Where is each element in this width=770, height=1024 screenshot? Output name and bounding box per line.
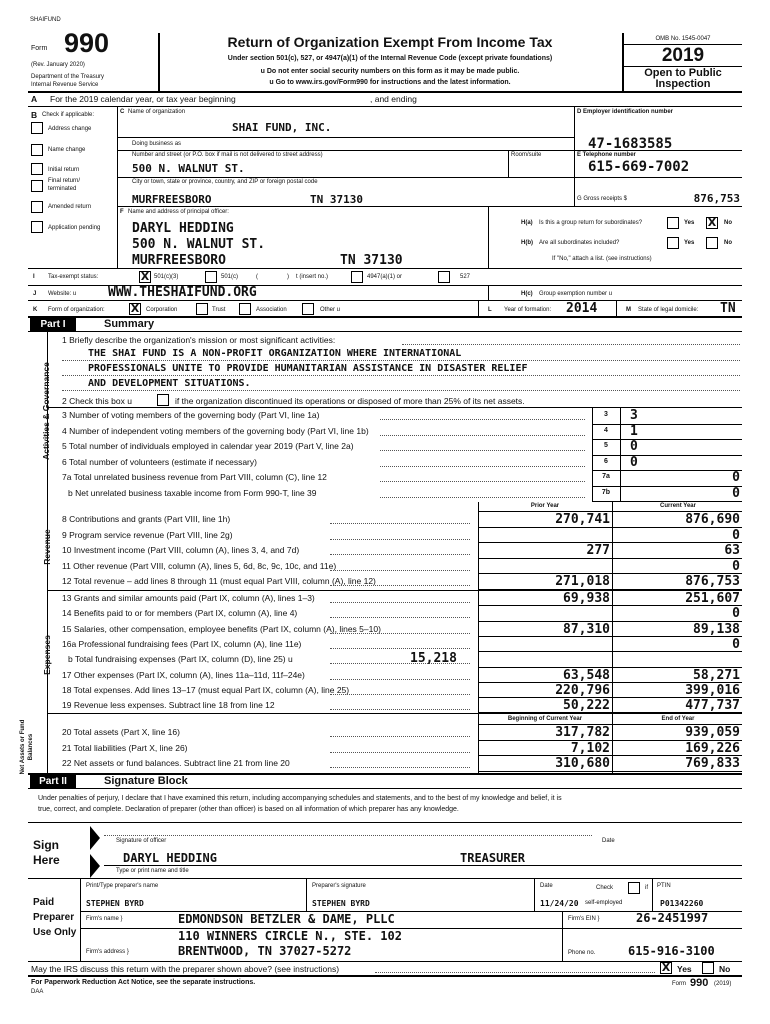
application-pending-label: Application pending xyxy=(48,225,101,231)
gov-line-leader xyxy=(380,497,585,498)
hc-text: Group exemption number u xyxy=(539,291,613,297)
mission-line-3[interactable]: AND DEVELOPMENT SITUATIONS. xyxy=(88,378,251,389)
exp-line-text: b Total fundraising expenses (Part IX, column (D), line 25) u xyxy=(68,654,293,665)
line-i-label: I xyxy=(33,274,35,280)
gov-line-rule xyxy=(592,424,742,425)
dba-label: Doing business as xyxy=(132,141,182,147)
form-word: Form xyxy=(31,45,48,52)
hb-label: H(b) xyxy=(521,240,533,246)
discontinued-checkbox[interactable] xyxy=(157,394,169,406)
firm-ein[interactable]: 26-2451997 xyxy=(636,911,709,925)
501c3-checkbox[interactable]: X xyxy=(140,270,150,283)
exp-current-value[interactable]: 58,271 xyxy=(693,667,740,683)
net-prior-value[interactable]: 317,782 xyxy=(555,725,610,740)
ptin-label: PTIN xyxy=(657,883,671,889)
exp-prior-value[interactable]: 63,548 xyxy=(563,667,610,683)
goto-note: u Go to www.irs.gov/Form990 for instructions and the latest information. xyxy=(269,79,511,86)
ha-no-checkbox[interactable]: X xyxy=(707,216,717,229)
form-number: 990 xyxy=(64,28,110,58)
gov-line-text: 3 Number of voting members of the governing body (Part VI, line 1a) xyxy=(62,410,320,420)
line-b-label: B xyxy=(31,110,38,120)
use-only-label: Use Only xyxy=(33,927,77,938)
exp-prior-value[interactable]: 50,222 xyxy=(563,698,610,714)
firm-ein-label: Firm's EIN } xyxy=(568,916,600,922)
type-name-label: Type or print name and title xyxy=(116,868,189,874)
address-change-label: Address change xyxy=(48,126,92,132)
sign-arrows xyxy=(90,826,100,878)
ha-yes-checkbox[interactable] xyxy=(667,217,679,229)
exp-line-text: 14 Benefits paid to or for members (Part IX, column (A), line 4) xyxy=(62,608,298,619)
exp-prior-value[interactable]: 87,310 xyxy=(563,621,610,637)
line-f-label: F xyxy=(120,209,124,215)
501c-checkbox[interactable] xyxy=(205,271,217,283)
other-org-label: Other u xyxy=(320,307,341,313)
mission-line-1[interactable]: THE SHAI FUND IS A NON-PROFIT ORGANIZATION WHERE INTERNATIONAL xyxy=(88,348,462,359)
gov-line-value[interactable]: 0 xyxy=(732,470,740,485)
open-public: Open to Public xyxy=(644,67,722,79)
sign-date-label: Date xyxy=(602,838,615,844)
org-state-zip[interactable]: TN 37130 xyxy=(310,193,363,206)
initial-return-checkbox[interactable] xyxy=(31,163,43,175)
irs-label: Internal Revenue Service xyxy=(31,82,99,88)
gov-line-number: 6 xyxy=(604,457,608,465)
initial-return-label: Initial return xyxy=(48,167,80,173)
rev-line-text: 12 Total revenue – add lines 8 through 11 (must equal Part VIII, column (A), line 12) xyxy=(62,576,376,587)
side-revenue: Revenue xyxy=(42,529,52,565)
corporation-checkbox[interactable]: X xyxy=(130,302,140,315)
paperwork-notice: For Paperwork Reduction Act Notice, see the separate instructions. xyxy=(31,979,256,986)
part2-title: Signature Block xyxy=(104,775,188,787)
phone-label: E Telephone number xyxy=(577,152,636,158)
side-expenses: Expenses xyxy=(42,635,52,675)
amended-return-label: Amended return xyxy=(48,204,92,210)
gov-line-text: 4 Number of independent voting members of the governing body (Part VI, line 1b) xyxy=(62,425,369,436)
rev-current-value[interactable]: 63 xyxy=(724,543,740,559)
association-checkbox[interactable] xyxy=(239,303,251,315)
gov-line-text: 5 Total number of individuals employed in calendar year 2019 (Part V, line 2a) xyxy=(62,441,354,451)
gov-line-value[interactable]: 0 xyxy=(732,485,740,501)
gov-line-number: 3 xyxy=(604,411,608,418)
exp-line-leader xyxy=(330,617,470,618)
line-b-check: Check if applicable: xyxy=(42,112,95,118)
exp-line-text: 17 Other expenses (Part IX, column (A), lines 11a–11d, 11f–24e) xyxy=(62,669,305,680)
footer-form-word: Form xyxy=(672,981,686,987)
net-current-value[interactable]: 769,833 xyxy=(685,756,740,772)
line-a-label: A xyxy=(31,94,38,104)
net-prior-value[interactable]: 310,680 xyxy=(555,756,610,772)
preparer-date[interactable]: 11/24/20 xyxy=(540,899,579,908)
form-title: Return of Organization Exempt From Income Tax xyxy=(227,34,553,50)
exp-line-text: 19 Revenue less expenses. Subtract line 18 from line 12 xyxy=(62,700,275,711)
rev-line-leader xyxy=(330,570,470,571)
hb-no-checkbox[interactable] xyxy=(706,237,718,249)
fundraising-total-value[interactable]: 15,218 xyxy=(410,651,457,666)
self-employed-checkbox[interactable] xyxy=(628,882,640,894)
hb-no-label: No xyxy=(724,240,732,246)
501c-close-paren: ) xyxy=(287,274,289,280)
officer-state-zip[interactable]: TN 37130 xyxy=(340,253,403,268)
phone-value[interactable]: 615-669-7002 xyxy=(588,159,690,175)
527-label: 527 xyxy=(460,274,471,280)
hb-yes-label: Yes xyxy=(684,240,695,246)
net-line-rule xyxy=(478,771,742,772)
name-change-label: Name change xyxy=(48,147,86,153)
revision-date: (Rev. January 2020) xyxy=(31,62,85,68)
street-label: Number and street (or P.O. box if mail is not delivered to street address) xyxy=(132,152,323,158)
print-preparer-label: Print/Type preparer's name xyxy=(86,883,159,889)
line2-text-b: if the organization discontinued its operations or disposed of more than 25% of its net assets. xyxy=(175,396,525,406)
527-checkbox[interactable] xyxy=(438,271,450,283)
ha-label: H(a) xyxy=(521,220,533,226)
year-formation-value[interactable]: 2014 xyxy=(566,301,598,316)
exp-line-text: 16a Professional fundraising fees (Part IX, column (A), line 11e) xyxy=(62,638,302,649)
rev-line-leader xyxy=(330,523,470,524)
gov-line-text: b Net unrelated business taxable income from Form 990-T, line 39 xyxy=(68,487,317,498)
exp-line-text: 18 Total expenses. Add lines 13–17 (must equal Part IX, column (A), line 25) xyxy=(62,684,350,695)
exp-line-text: 15 Salaries, other compensation, employee benefits (Part IX, column (A), lines 5–10) xyxy=(62,623,381,634)
penalty-line-2: true, correct, and complete. Declaration of preparer (other than officer) is based on all information of which preparer has any knowledge. xyxy=(38,806,459,813)
501c3-label: 501(c)(3) xyxy=(154,274,179,280)
gov-line-value[interactable]: 0 xyxy=(630,439,638,454)
line-c-label: C xyxy=(120,109,125,115)
rev-line-leader xyxy=(330,554,470,555)
501c-label: 501(c) xyxy=(221,274,239,280)
tax-exempt-label: Tax-exempt status: xyxy=(48,274,99,280)
rev-line-leader xyxy=(330,585,470,586)
ha-text: Is this a group return for subordinates? xyxy=(539,220,643,226)
footer-form-number: 990 xyxy=(690,977,709,989)
hb-yes-checkbox[interactable] xyxy=(667,237,679,249)
firm-address-1[interactable]: 110 WINNERS CIRCLE N., STE. 102 xyxy=(178,929,402,943)
net-line-text: 21 Total liabilities (Part X, line 26) xyxy=(62,742,188,753)
org-street[interactable]: 500 N. WALNUT ST. xyxy=(132,162,245,175)
gov-line-leader xyxy=(380,466,585,467)
gov-line-value[interactable]: 1 xyxy=(630,423,638,439)
gov-line-value[interactable]: 0 xyxy=(630,454,638,470)
prep-date-label: Date xyxy=(540,883,553,889)
exp-line-rule xyxy=(478,651,742,652)
gov-line-number: 4 xyxy=(604,426,608,434)
hc-label: H(c) xyxy=(521,291,533,297)
other-org-checkbox[interactable] xyxy=(302,303,314,315)
end-year-header: End of Year xyxy=(661,716,695,722)
net-line-text: 20 Total assets (Part X, line 16) xyxy=(62,727,180,737)
rev-current-value[interactable]: 876,753 xyxy=(685,574,740,590)
rev-line-leader xyxy=(330,539,470,540)
trust-label: Trust xyxy=(212,307,226,313)
form-of-org-label: Form of organization: xyxy=(48,307,105,313)
rev-current-value[interactable]: 876,690 xyxy=(685,512,740,527)
rev-prior-value[interactable]: 277 xyxy=(586,543,610,559)
gross-receipts-value[interactable]: 876,753 xyxy=(693,192,740,205)
preparer-signature[interactable]: STEPHEN BYRD xyxy=(312,899,370,908)
discuss-yes-checkbox[interactable]: X xyxy=(661,961,671,974)
exp-line-leader xyxy=(330,709,470,710)
501c-open-paren: ( xyxy=(256,274,258,280)
gov-line-leader xyxy=(380,419,585,420)
net-line-leader xyxy=(330,767,470,768)
hb-text: Are all subordinates included? xyxy=(539,240,620,246)
rev-line-text: 8 Contributions and grants (Part VIII, line 1h) xyxy=(62,514,231,524)
principal-officer-label: Name and address of principal officer: xyxy=(128,209,229,215)
discuss-no-checkbox[interactable] xyxy=(702,962,714,974)
form-subtitle: Under section 501(c), 527, or 4947(a)(1) of the Internal Revenue Code (except private foundations) xyxy=(227,55,553,62)
firm-phone[interactable]: 615-916-3100 xyxy=(628,944,715,958)
part1-title: Summary xyxy=(104,318,155,330)
firm-address-label: Firm's address } xyxy=(86,949,129,955)
exp-current-value[interactable]: 251,607 xyxy=(685,591,740,606)
gov-line-rule xyxy=(592,501,742,502)
line-m-label: M xyxy=(626,307,631,313)
exp-current-value[interactable]: 0 xyxy=(732,606,740,622)
sign-officer-title[interactable]: TREASURER xyxy=(460,851,526,865)
exp-line-leader xyxy=(330,648,470,649)
current-year-header: Current Year xyxy=(660,503,696,509)
preparer-label: Preparer xyxy=(33,912,75,923)
net-current-value[interactable]: 939,059 xyxy=(685,725,740,740)
here-label: Here xyxy=(33,853,60,867)
corporation-label: Corporation xyxy=(146,307,178,313)
net-line-text: 22 Net assets or fund balances. Subtract line 21 from line 20 xyxy=(62,758,290,769)
exp-line-leader xyxy=(330,602,470,603)
ssn-note: u Do not enter social security numbers on this form as it may be made public. xyxy=(260,68,520,75)
final-return-label: Final return/ xyxy=(48,178,81,184)
footer-year: (2019) xyxy=(714,981,732,987)
gov-line-value[interactable]: 3 xyxy=(630,408,638,423)
trust-checkbox[interactable] xyxy=(196,303,208,315)
exp-prior-value[interactable]: 69,938 xyxy=(563,591,610,606)
ha-yes-label: Yes xyxy=(684,220,695,226)
line-j-label: J xyxy=(33,291,37,297)
preparer-name[interactable]: STEPHEN BYRD xyxy=(86,899,144,908)
h-note: If "No," attach a list. (see instructions) xyxy=(552,256,652,262)
line-k-label: K xyxy=(33,307,38,313)
state-domicile-value[interactable]: TN xyxy=(720,301,736,316)
state-domicile-label: State of legal domicile: xyxy=(638,307,699,313)
prior-year-header: Prior Year xyxy=(530,503,560,509)
exp-line-leader xyxy=(330,633,470,634)
website-value[interactable]: WWW.THESHAIFUND.ORG xyxy=(108,285,257,300)
gov-line-leader xyxy=(380,450,585,451)
exp-prior-value[interactable]: 220,796 xyxy=(555,682,610,698)
ptin-value[interactable]: P01342260 xyxy=(660,899,704,908)
exp-current-value[interactable]: 399,016 xyxy=(685,682,740,698)
4947-label: 4947(a)(1) or xyxy=(367,274,403,280)
omb-number: OMB No. 1545-0047 xyxy=(655,36,711,42)
sign-officer-name[interactable]: DARYL HEDDING xyxy=(123,851,217,865)
ein-label: D Employer identification number xyxy=(577,109,674,115)
gov-line-leader xyxy=(380,435,585,436)
exp-current-value[interactable]: 477,737 xyxy=(685,698,740,714)
gov-line-rule xyxy=(592,439,742,440)
exp-line-text: 13 Grants and similar amounts paid (Part IX, column (A), lines 1–3) xyxy=(62,593,315,603)
inspection: Inspection xyxy=(655,78,711,90)
firm-address-2[interactable]: BRENTWOOD, TN 37027-5272 xyxy=(178,944,352,958)
firm-name[interactable]: EDMONDSON BETZLER & DAME, PLLC xyxy=(178,912,395,926)
association-label: Association xyxy=(256,307,287,313)
side-net-assets: Net Assets or Fund Balances xyxy=(20,719,34,775)
gov-line-number: 7a xyxy=(602,473,610,480)
ein-value[interactable]: 47-1683585 xyxy=(588,136,673,152)
org-name[interactable]: SHAI FUND, INC. xyxy=(232,121,332,134)
rev-current-value[interactable]: 0 xyxy=(732,558,740,574)
application-pending-checkbox[interactable] xyxy=(31,221,43,233)
4947-checkbox[interactable] xyxy=(351,271,363,283)
exp-line-leader xyxy=(330,694,470,695)
gov-line-rule xyxy=(592,455,742,456)
rev-line-text: 9 Program service revenue (Part VIII, line 2g) xyxy=(62,529,233,540)
discuss-no-label: No xyxy=(719,964,731,974)
website-label: Website: u xyxy=(48,291,77,297)
penalty-line-1: Under penalties of perjury, I declare that I have examined this return, including accompanying schedules and statements, and to the best of my knowledge and belief, it is xyxy=(38,795,562,802)
net-line-leader xyxy=(330,752,470,753)
discuss-question: May the IRS discuss this return with the preparer shown above? (see instructions) xyxy=(31,964,340,974)
officer-name[interactable]: DARYL HEDDING xyxy=(132,221,234,236)
daa-label: DAA xyxy=(31,989,44,995)
org-city[interactable]: MURFREESBORO xyxy=(132,193,212,206)
final-return-checkbox[interactable] xyxy=(31,180,43,192)
gov-line-number: 5 xyxy=(604,442,608,449)
phone-no-label: Phone no. xyxy=(568,950,596,956)
terminated-label: terminated xyxy=(48,186,77,192)
part1-label: Part I xyxy=(30,318,76,331)
amended-return-checkbox[interactable] xyxy=(31,201,43,213)
rev-prior-value[interactable]: 271,018 xyxy=(555,574,610,590)
exp-current-value[interactable]: 89,138 xyxy=(693,621,740,637)
gross-receipts-label: G Gross receipts $ xyxy=(577,196,628,202)
officer-city[interactable]: MURFREESBORO xyxy=(132,253,226,268)
line2-text-a: 2 Check this box u xyxy=(62,396,132,406)
part2-label: Part II xyxy=(30,775,76,788)
mission-line-2[interactable]: PROFESSIONALS UNITE TO PROVIDE HUMANITARIAN ASSISTANCE IN DISASTER RELIEF xyxy=(88,363,528,374)
officer-street[interactable]: 500 N. WALNUT ST. xyxy=(132,237,266,252)
line-l-label: L xyxy=(488,307,492,313)
exp-current-value[interactable]: 0 xyxy=(732,636,740,652)
preparer-sig-label: Preparer's signature xyxy=(312,883,366,889)
firm-name-label: Firm's name } xyxy=(86,916,123,922)
address-change-checkbox[interactable] xyxy=(31,122,43,134)
line-a-text: For the 2019 calendar year, or tax year beginning xyxy=(50,94,236,104)
shaifund-tag: SHAIFUND xyxy=(30,17,61,23)
rev-prior-value[interactable]: 270,741 xyxy=(555,512,610,527)
room-label: Room/suite xyxy=(511,152,542,158)
rev-line-text: 10 Investment income (Part VIII, column (A), lines 3, 4, and 7d) xyxy=(62,545,300,556)
signature-officer-label: Signature of officer xyxy=(116,838,167,844)
sign-label: Sign xyxy=(33,838,59,852)
exp-line-leader xyxy=(330,679,470,680)
paid-label: Paid xyxy=(33,897,55,908)
gov-line-text: 6 Total number of volunteers (estimate if necessary) xyxy=(62,456,257,467)
rev-line-text: 11 Other revenue (Part VIII, column (A), lines 5, 6d, 8c, 9c, 10c, and 11e) xyxy=(62,560,337,571)
tax-year: 2019 xyxy=(661,45,705,66)
gov-line-leader xyxy=(380,481,585,482)
city-label: City or town, state or province, country, and ZIP or foreign postal code xyxy=(132,179,318,185)
if-label: if xyxy=(645,885,648,891)
gov-line-number: 7b xyxy=(601,488,611,496)
ha-no-label: No xyxy=(724,220,732,226)
gov-line-text: 7a Total unrelated business revenue from Part VIII, column (C), line 12 xyxy=(62,472,327,482)
net-current-value[interactable]: 169,226 xyxy=(685,740,740,756)
department: Department of the Treasury xyxy=(31,74,105,80)
side-activities: Activities & Governance xyxy=(41,362,51,460)
rev-current-value[interactable]: 0 xyxy=(732,527,740,543)
line1-text: 1 Briefly describe the organization's mission or most significant activities: xyxy=(62,335,336,345)
check-label: Check xyxy=(596,885,614,891)
name-change-checkbox[interactable] xyxy=(31,144,43,156)
self-employed-label: self-employed xyxy=(585,900,623,906)
year-formation-label: Year of formation: xyxy=(504,307,552,313)
insert-no-label: t (insert no.) xyxy=(296,274,329,280)
net-prior-value[interactable]: 7,102 xyxy=(570,740,610,756)
line-a-ending: , and ending xyxy=(370,94,417,104)
discuss-yes-label: Yes xyxy=(677,964,692,974)
begin-year-header: Beginning of Current Year xyxy=(507,716,583,722)
org-name-label: Name of organization xyxy=(128,109,186,115)
net-line-leader xyxy=(330,736,470,737)
